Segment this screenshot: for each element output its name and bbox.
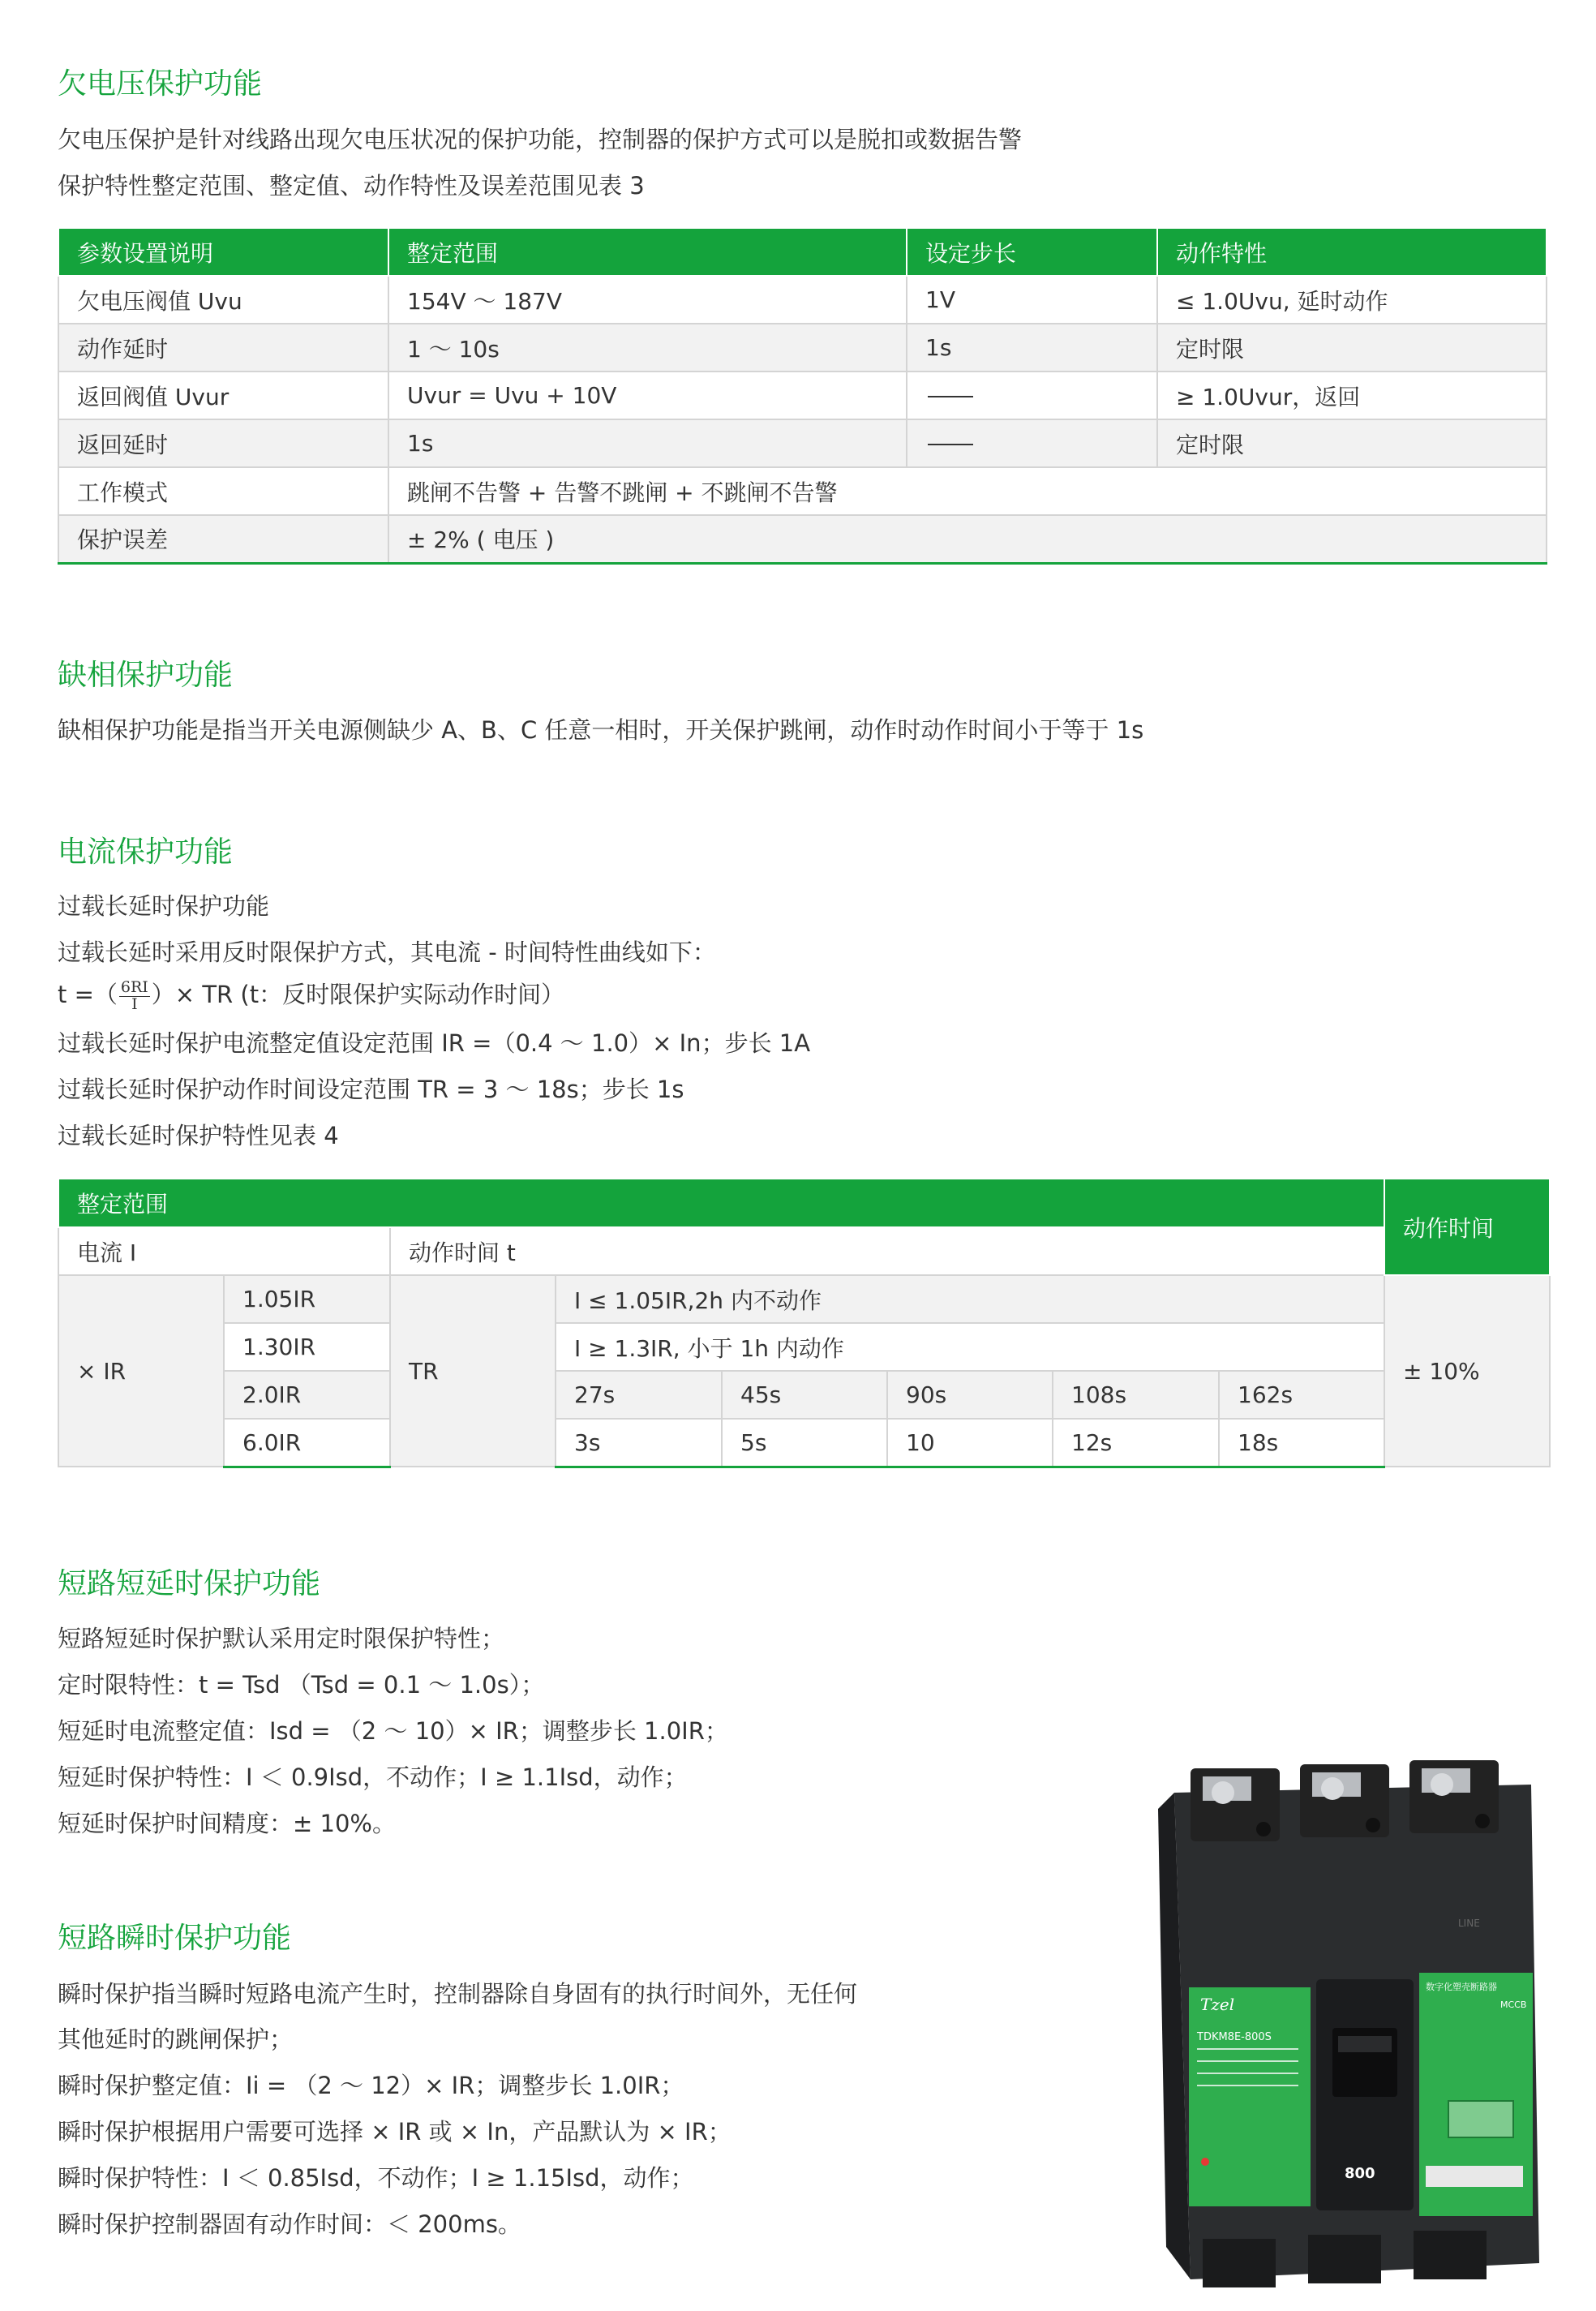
cell-condition: I ≥ 1.3IR, 小于 1h 内动作 [556,1323,1384,1371]
formula-numerator: 6RI [120,977,148,996]
button-strip [1426,2166,1523,2187]
short-delay-line: 定时限特性：t = Tsd （Tsd = 0.1 ～ 1.0s）； [58,1671,545,1699]
panel-rule [1197,2073,1298,2074]
table-row [58,276,1547,324]
phase-loss-desc: 缺相保护功能是指当开关电源侧缺少 A、B、C 任意一相时，开关保护跳闸，动作时动作时间小于等于 1s [58,716,1144,744]
top-terminals [1191,1760,1499,1841]
instant-line: 瞬时保护指当瞬时短路电流产生时，控制器除自身固有的执行时间外，无任何 [58,1980,858,2008]
table-row [58,372,1547,419]
instant-line: 瞬时保护整定值：Ii = （2 ～ 12）× IR；调整步长 1.0IR； [58,2072,684,2099]
overload-table [58,1179,1551,1468]
cell-time: 3s [556,1419,722,1467]
panel-rule [1197,2060,1298,2062]
short-delay-line: 短延时电流整定值：Isd = （2 ～ 10）× IR；调整步长 1.0IR； [58,1717,728,1745]
left-green-panel [1189,1987,1311,2206]
cell-xir: × IR [58,1275,224,1467]
phase-loss-heading: 缺相保护功能 [58,659,234,692]
cell-condition: I ≤ 1.05IR,2h 内不动作 [556,1275,1384,1323]
indicator-light [1201,2158,1209,2166]
subheader-time: 动作时间 t [390,1227,1384,1275]
terminal-block [1414,2231,1487,2279]
cell-time: 10 [887,1419,1053,1467]
screw [1321,1777,1344,1800]
cell-multiplier: 6.0IR [224,1419,390,1467]
screw [1431,1773,1453,1796]
overload-tr-range: 过载长延时保护动作时间设定范围 TR = 3 ～ 18s；步长 1s [58,1076,684,1103]
cell-range: 1s [388,419,907,467]
formula-denominator: I [131,994,138,1013]
mccb-label: MCCB [1500,2000,1527,2010]
cell-time: 90s [887,1371,1053,1419]
cell-multiplier: 2.0IR [224,1371,390,1419]
short-delay-line: 短路短延时保护默认采用定时限保护特性； [58,1625,505,1652]
cell-time: 5s [722,1419,887,1467]
table-row [58,1371,1550,1419]
instant-line: 瞬时保护控制器固有动作时间：＜ 200ms。 [58,2210,521,2238]
overload-ir-range: 过载长延时保护电流整定值设定范围 IR =（0.4 ～ 1.0）× In；步长 1A [58,1029,811,1057]
undervoltage-heading: 欠电压保护功能 [58,67,263,101]
instant-heading: 短路瞬时保护功能 [58,1922,292,1955]
screw-hole [1366,1818,1380,1832]
cell-step: 1V [907,276,1157,324]
table-row [58,1419,1550,1467]
cell-time: 27s [556,1371,722,1419]
model-label: TDKM8E-800S [1197,2031,1272,2043]
cell-tolerance: ± 10% [1384,1275,1550,1467]
screw [1212,1781,1234,1804]
brand-logo: Tzel [1200,1995,1235,2014]
table-header-row [58,1179,1550,1227]
cell-action: 定时限 [1157,324,1547,372]
cell-multiplier: 1.30IR [224,1323,390,1371]
cell-step: 1s [907,324,1157,372]
cell-range: 1 ～ 10s [388,324,907,372]
overload-table-ref: 过载长延时保护特性见表 4 [58,1122,339,1149]
header-range: 整定范围 [58,1179,1384,1227]
cell-action: 定时限 [1157,419,1547,467]
circuit-breaker-image [1126,1760,1547,2296]
handle-grip [1338,2036,1392,2052]
product-title-label: 数字化塑壳断路器 [1426,1982,1497,1992]
bottom-terminals [1203,2231,1487,2287]
short-delay-line: 短延时保护特性：I ＜ 0.9Isd，不动作；I ≥ 1.1Isd，动作； [58,1763,688,1791]
cell-param: 返回阀值 Uvur [58,372,388,419]
dash-mark [928,396,973,397]
short-delay-heading: 短路短延时保护功能 [58,1567,321,1600]
table-subheader-row [58,1227,1550,1275]
instant-line: 瞬时保护特性：I ＜ 0.85Isd，不动作；I ≥ 1.15Isd，动作； [58,2164,694,2192]
panel-rule [1197,2048,1298,2050]
panel-rule [1197,2085,1298,2086]
terminal-block [1308,2235,1381,2283]
instant-line: 瞬时保护根据用户需要可选择 × IR 或 × In，产品默认为 × IR； [58,2118,732,2146]
rating-label: 800 [1345,2165,1375,2182]
overload-curve-desc: 过载长延时采用反时限保护方式，其电流 - 时间特性曲线如下： [58,939,716,966]
cell-range: ± 2% ( 电压 ) [388,515,1547,563]
table-row [58,1275,1550,1323]
instant-line: 其他延时的跳闸保护； [58,2025,294,2053]
cell-action: ≥ 1.0Uvur，返回 [1157,372,1547,419]
line-mark: LINE [1458,1918,1480,1929]
cell-step-dash [907,372,1157,419]
cell-multiplier: 1.05IR [224,1275,390,1323]
cell-range: Uvur = Uvu + 10V [388,372,907,419]
screw-hole [1256,1822,1271,1836]
cell-action: ≤ 1.0Uvu, 延时动作 [1157,276,1547,324]
cell-param: 保护误差 [58,515,388,563]
table-row [58,324,1547,372]
cell-param: 欠电压阀值 Uvu [58,276,388,324]
screw-hole [1475,1814,1490,1828]
overload-title: 过载长延时保护功能 [58,892,270,920]
formula-suffix: ）× TR (t：反时限保护实际动作时间） [151,981,565,1008]
undervoltage-table [58,229,1547,565]
dash-mark [928,444,973,445]
col-header-param: 参数设置说明 [58,229,388,276]
header-time: 动作时间 [1384,1179,1550,1275]
undervoltage-desc: 欠电压保护是针对线路出现欠电压状况的保护功能，控制器的保护方式可以是脱扣或数据告警 [58,126,1023,153]
lcd-display [1448,2101,1513,2137]
cell-param: 工作模式 [58,467,388,515]
table-header-row [58,229,1547,276]
cell-step-dash [907,419,1157,467]
table-row [58,467,1547,515]
subheader-current: 电流 I [58,1227,390,1275]
cell-param: 返回延时 [58,419,388,467]
short-delay-line: 短延时保护时间精度：± 10%。 [58,1810,396,1837]
undervoltage-table-ref: 保护特性整定范围、整定值、动作特性及误差范围见表 3 [58,172,645,200]
cell-time: 18s [1219,1419,1384,1467]
col-header-step: 设定步长 [907,229,1157,276]
cell-range: 154V ～ 187V [388,276,907,324]
terminal-block [1203,2239,1276,2287]
table-row [58,1323,1550,1371]
cell-time: 45s [722,1371,887,1419]
cell-tr: TR [390,1275,556,1467]
current-heading: 电流保护功能 [58,835,234,869]
overload-formula [58,978,564,1012]
cell-time: 108s [1053,1371,1219,1419]
formula-fraction [119,977,150,1013]
cell-param: 动作延时 [58,324,388,372]
cell-time: 12s [1053,1419,1219,1467]
col-header-action: 动作特性 [1157,229,1547,276]
formula-prefix: t =（ [58,981,118,1008]
cell-range: 跳闸不告警 + 告警不跳闸 + 不跳闸不告警 [388,467,1547,515]
table-row [58,419,1547,467]
col-header-range: 整定范围 [388,229,907,276]
cell-time: 162s [1219,1371,1384,1419]
table-row [58,515,1547,563]
